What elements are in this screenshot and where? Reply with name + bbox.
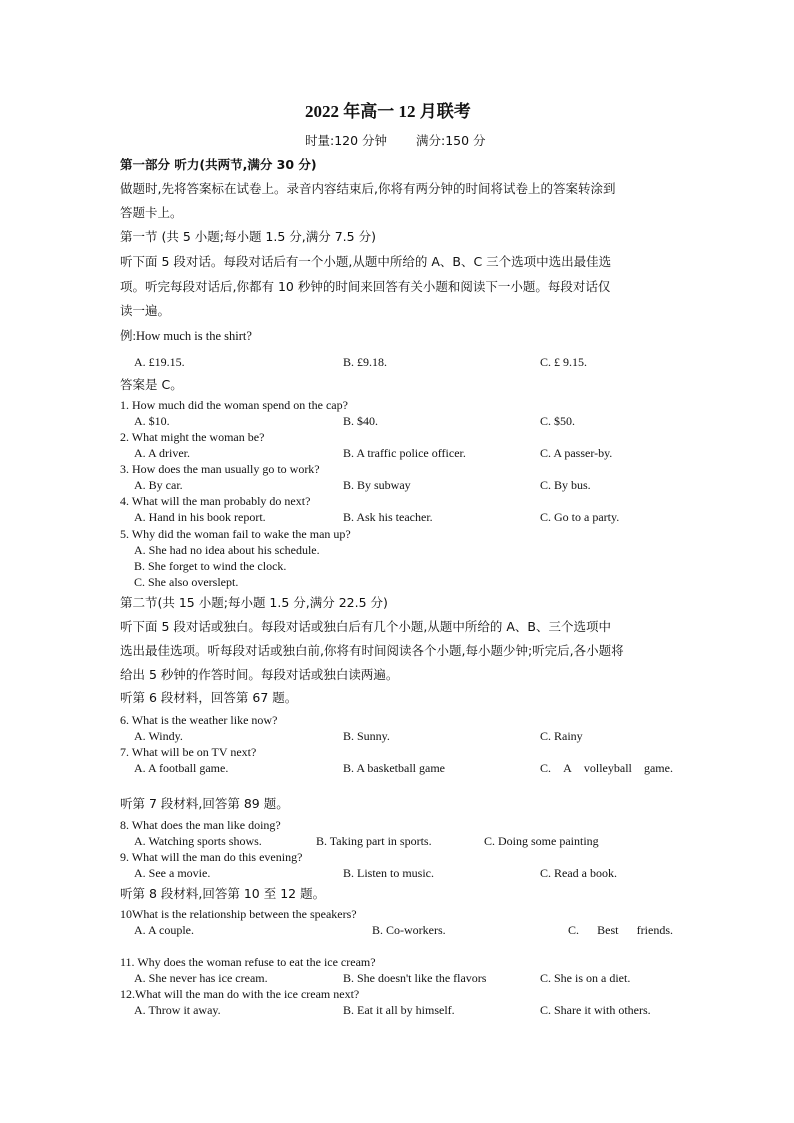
page-title: 2022 年高一 12 月联考	[305, 102, 471, 121]
section2-heading: 第二节(共 15 小题;每小题 1.5 分,满分 22.5 分)	[120, 595, 388, 610]
section1-instruction-line3: 读一遍。	[120, 303, 171, 318]
q3-option-a: A. By car.	[134, 478, 183, 492]
q8-option-b: B. Taking part in sports.	[316, 834, 432, 848]
q5-option-b: B. She forget to wind the clock.	[134, 559, 287, 573]
q6-option-a: A. Windy.	[134, 729, 183, 743]
q10-option-c-label: C.	[568, 923, 580, 937]
section1-instruction-line1: 听下面 5 段对话。每段对话后有一个小题,从题中所给的 A、B、C 三个选项中选出最佳选	[120, 254, 612, 269]
question-5: 5. Why did the woman fail to wake the man up?	[120, 527, 351, 541]
q7-option-c-label: C.	[540, 761, 552, 775]
question-6: 6. What is the weather like now?	[120, 713, 278, 727]
q2-option-c: C. A passer-by.	[540, 446, 613, 460]
material-7-heading: 听第 7 段材料,回答第 89 题。	[120, 796, 289, 811]
part1-instruction-line1: 做题时,先将答案标在试卷上。录音内容结束后,你将有两分钟的时间将试卷上的答案转涂到	[120, 181, 616, 196]
question-7: 7. What will be on TV next?	[120, 745, 257, 759]
question-1: 1. How much did the woman spend on the cap?	[120, 398, 348, 412]
q7-option-c-word1: A	[563, 761, 572, 775]
q2-option-a: A. A driver.	[134, 446, 190, 460]
q2-option-b: B. A traffic police officer.	[343, 446, 466, 460]
material-6-heading: 听第 6 段材料，回答第 67 题。	[120, 690, 298, 705]
q7-option-c	[540, 761, 673, 775]
material-8-heading: 听第 8 段材料,回答第 10 至 12 题。	[120, 886, 326, 901]
example-answer: 答案是 C。	[120, 377, 183, 392]
question-3: 3. How does the man usually go to work?	[120, 462, 320, 476]
question-10: 10What is the relationship between the speakers?	[120, 907, 357, 921]
q10-option-a: A. A couple.	[134, 923, 194, 937]
question-12: 12.What will the man do with the ice cream next?	[120, 987, 360, 1001]
section1-instruction-line2: 项。听完每段对话后,你都有 10 秒钟的时间来回答有关小题和阅读下一小题。每段对话仅	[120, 279, 611, 294]
q11-option-b: B. She doesn't like the flavors	[343, 971, 487, 985]
q10-option-b: B. Co-workers.	[372, 923, 446, 937]
part1-heading	[120, 157, 317, 173]
q11-option-c: C. She is on a diet.	[540, 971, 631, 985]
q1-option-b: B. $40.	[343, 414, 379, 428]
q7-option-c-word3: game.	[643, 761, 673, 775]
example-option-b: B. £9.18.	[343, 355, 388, 369]
q7-option-c-word2: volleyball	[583, 761, 632, 775]
q7-option-b: B. A basketball game	[343, 761, 445, 775]
q1-option-a: A. $10.	[134, 414, 170, 428]
q4-option-a: A. Hand in his book report.	[134, 510, 266, 524]
question-9: 9. What will the man do this evening?	[120, 850, 303, 864]
q1-option-c: C. $50.	[540, 414, 576, 428]
q6-option-b: B. Sunny.	[343, 729, 390, 743]
q10-option-c-word1: Best	[597, 923, 619, 937]
question-11: 11. Why does the woman refuse to eat the ice cream?	[120, 955, 376, 969]
q9-option-c: C. Read a book.	[540, 866, 617, 880]
q7-option-a: A. A football game.	[134, 761, 229, 775]
section2-instruction-line1: 听下面 5 段对话或独白。每段对话或独白后有几个小题,从题中所给的 A、B、三个选项中	[120, 619, 611, 634]
example-question: 例:How much is the shirt?	[120, 329, 252, 343]
exam-full-score: 满分:150 分	[416, 133, 486, 148]
part1-heading-text: 第一部分 听力(共两节,满分 30 分)	[120, 157, 317, 172]
q3-option-c: C. By bus.	[540, 478, 591, 492]
q5-option-c: C. She also overslept.	[134, 575, 239, 589]
example-option-a: A. £19.15.	[134, 355, 185, 369]
q10-option-c	[568, 923, 673, 937]
q12-option-a: A. Throw it away.	[134, 1003, 221, 1017]
example-option-c: C. £ 9.15.	[540, 355, 588, 369]
q4-option-b: B. Ask his teacher.	[343, 510, 433, 524]
q8-option-c: C. Doing some painting	[484, 834, 599, 848]
section2-instruction-line2: 选出最佳选项。听每段对话或独白前,你将有时间阅读各个小题,每小题少钟;听完后,各小题将	[120, 643, 624, 658]
q4-option-c: C. Go to a party.	[540, 510, 620, 524]
q10-option-c-word2: friends.	[636, 923, 673, 937]
q12-option-b: B. Eat it all by himself.	[343, 1003, 455, 1017]
q6-option-c: C. Rainy	[540, 729, 583, 743]
section1-heading: 第一节 (共 5 小题;每小题 1.5 分,满分 7.5 分)	[120, 229, 376, 244]
q8-option-a: A. Watching sports shows.	[134, 834, 262, 848]
part1-instruction-line2: 答题卡上。	[120, 205, 183, 220]
question-8: 8. What does the man like doing?	[120, 818, 281, 832]
q11-option-a: A. She never has ice cream.	[134, 971, 268, 985]
q3-option-b: B. By subway	[343, 478, 411, 492]
question-2: 2. What might the woman be?	[120, 430, 265, 444]
q9-option-b: B. Listen to music.	[343, 866, 434, 880]
q12-option-c: C. Share it with others.	[540, 1003, 651, 1017]
section2-instruction-line3: 给出 5 秒钟的作答时间。每段对话或独白读两遍。	[120, 667, 399, 682]
q9-option-a: A. See a movie.	[134, 866, 211, 880]
q5-option-a: A. She had no idea about his schedule.	[134, 543, 320, 557]
question-4: 4. What will the man probably do next?	[120, 494, 311, 508]
exam-duration: 时量:120 分钟	[305, 133, 388, 148]
